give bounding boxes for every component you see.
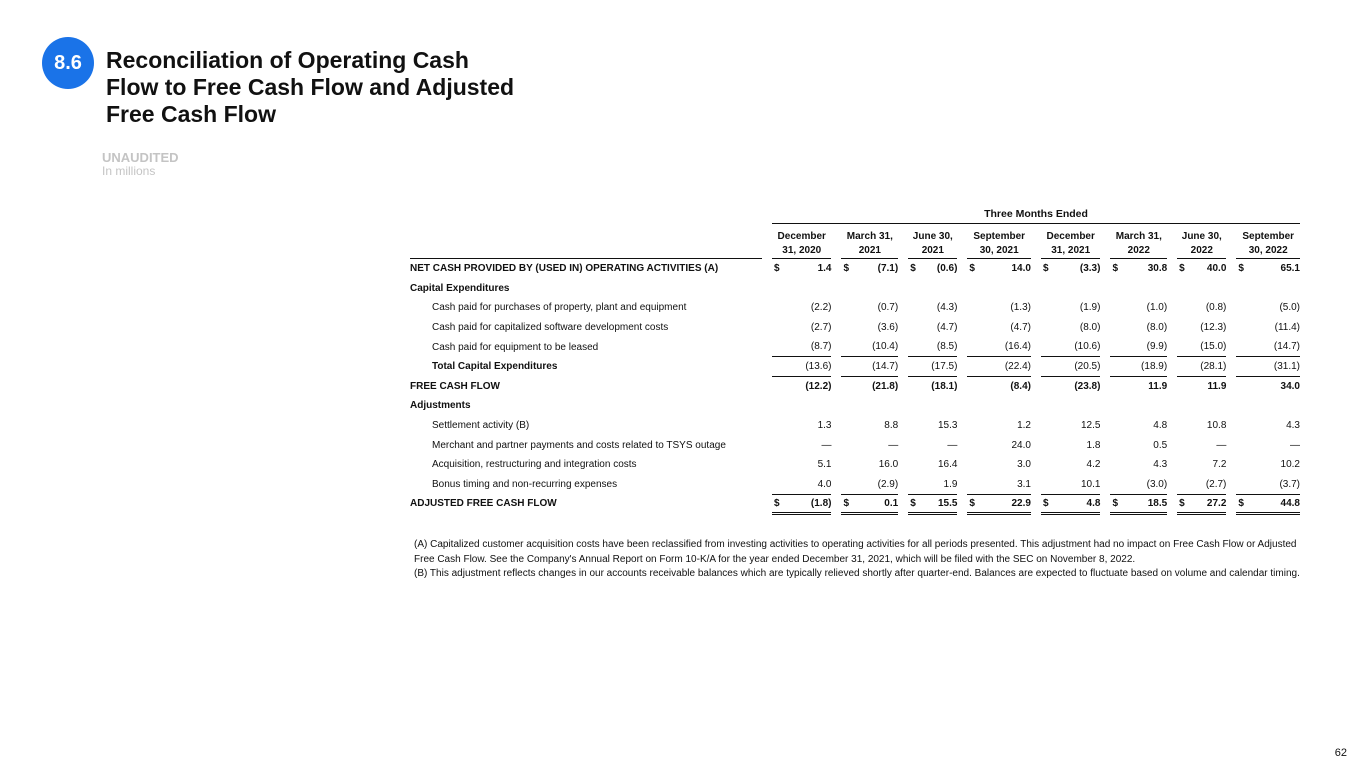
value-cell — [1110, 475, 1167, 495]
column-header — [1236, 224, 1300, 259]
row-label: NET CASH PROVIDED BY (USED IN) OPERATING ACTIVITIES (A) — [410, 263, 719, 275]
cell-value: 3.0 — [1017, 459, 1031, 471]
value-cell — [1110, 298, 1167, 318]
cell-value: (7.1) — [877, 263, 899, 275]
value-cell — [1110, 396, 1167, 416]
cell-value: 1.9 — [943, 478, 958, 490]
column-header-line: 31, 2020 — [782, 245, 822, 256]
value-cell — [772, 416, 831, 436]
cell-value: (0.6) — [936, 263, 958, 275]
value-cell — [1110, 318, 1167, 338]
table-row — [410, 318, 1300, 338]
cell-value: 7.2 — [1212, 459, 1227, 471]
cell-value: (14.7) — [872, 361, 899, 373]
column-header-line: September — [973, 231, 1026, 242]
row-label: ADJUSTED FREE CASH FLOW — [410, 498, 557, 510]
value-cell — [841, 298, 898, 318]
currency-symbol: $ — [843, 497, 850, 509]
value-cell — [1236, 298, 1300, 318]
column-header-line: March 31, — [846, 231, 893, 242]
cell-value: 0.1 — [884, 497, 899, 509]
cell-value: (18.9) — [1141, 361, 1168, 373]
cell-value: (15.0) — [1200, 341, 1227, 353]
value-cell — [908, 259, 957, 279]
table-group-header-row — [410, 205, 1300, 224]
cell-value: — — [947, 439, 958, 451]
value-cell — [1236, 455, 1300, 475]
row-label: Capital Expenditures — [410, 282, 510, 294]
value-cell — [1041, 298, 1100, 318]
table-row — [410, 357, 1300, 377]
value-cell — [908, 396, 957, 416]
value-cell — [1236, 357, 1300, 377]
currency-symbol: $ — [969, 263, 975, 275]
footnotes — [414, 538, 1314, 582]
column-header-line: June 30, — [1181, 231, 1222, 242]
value-cell — [1041, 455, 1100, 475]
row-label: FREE CASH FLOW — [410, 380, 500, 392]
value-cell — [1041, 357, 1100, 377]
column-header — [1041, 224, 1100, 259]
currency-symbol: $ — [969, 497, 975, 509]
cell-value: 4.8 — [1153, 420, 1168, 432]
value-cell — [1041, 377, 1100, 397]
cell-value: (3.3) — [1079, 263, 1101, 275]
cell-value: (17.5) — [931, 361, 958, 373]
row-label: Settlement activity (B) — [432, 420, 530, 432]
value-cell — [1236, 318, 1300, 338]
cell-value: 11.9 — [1207, 381, 1227, 393]
cell-value: 4.2 — [1086, 459, 1101, 471]
cell-value: (28.1) — [1200, 361, 1227, 373]
cell-value: 1.8 — [1086, 439, 1101, 451]
value-cell — [772, 318, 831, 338]
column-header-line: 30, 2022 — [1248, 245, 1288, 256]
value-cell — [1177, 475, 1226, 495]
cell-value: (1.3) — [1010, 302, 1031, 314]
value-cell — [772, 357, 831, 377]
cell-value: (4.3) — [936, 302, 958, 314]
value-cell — [841, 357, 898, 377]
currency-symbol: $ — [1112, 263, 1118, 275]
cell-value: 14.0 — [1011, 263, 1031, 275]
column-header-line: December — [777, 231, 826, 242]
value-cell — [967, 318, 1031, 338]
cell-value: (1.8) — [810, 497, 832, 509]
currency-symbol: $ — [1112, 497, 1118, 509]
value-cell — [841, 455, 898, 475]
table-row — [410, 298, 1300, 318]
cell-value: 1.2 — [1017, 420, 1031, 432]
value-cell — [1110, 377, 1167, 397]
value-cell — [772, 337, 831, 357]
cell-value: (3.0) — [1146, 478, 1168, 490]
cell-value: (18.1) — [931, 381, 958, 393]
value-cell — [1236, 377, 1300, 397]
cell-value: 44.8 — [1280, 497, 1300, 509]
column-header-line: 2021 — [921, 245, 944, 256]
column-header-line: 2021 — [858, 245, 881, 256]
value-cell — [967, 455, 1031, 475]
cell-value: (22.4) — [1004, 361, 1031, 373]
cell-value: 34.0 — [1280, 381, 1300, 393]
cell-value: (11.4) — [1274, 322, 1300, 334]
currency-symbol: $ — [843, 263, 850, 275]
value-cell — [1177, 279, 1226, 299]
value-cell — [967, 475, 1031, 495]
group-header: Three Months Ended — [772, 205, 1300, 224]
cell-value: 3.1 — [1017, 478, 1031, 490]
value-cell — [908, 494, 957, 514]
page-number: 62 — [1334, 747, 1347, 759]
value-cell — [841, 396, 898, 416]
row-label: Cash paid for capitalized software development costs — [432, 322, 669, 334]
cell-value: 10.2 — [1280, 459, 1300, 471]
cell-value: (20.5) — [1074, 361, 1101, 373]
cell-value: — — [821, 439, 832, 451]
cell-value: (4.7) — [1010, 322, 1031, 334]
value-cell — [841, 279, 898, 299]
value-cell — [1236, 475, 1300, 495]
value-cell — [967, 298, 1031, 318]
value-cell — [841, 435, 898, 455]
value-cell — [908, 475, 957, 495]
value-cell — [967, 396, 1031, 416]
value-cell — [772, 377, 831, 397]
cell-value: (4.7) — [936, 322, 958, 334]
value-cell — [1177, 337, 1226, 357]
value-cell — [1041, 396, 1100, 416]
table-row — [410, 337, 1300, 357]
cell-value: (16.4) — [1004, 341, 1031, 353]
cell-value: — — [1290, 439, 1300, 451]
cell-value: 12.5 — [1080, 420, 1101, 432]
cell-value: (1.9) — [1079, 302, 1101, 314]
table-row — [410, 279, 1300, 299]
value-cell — [841, 475, 898, 495]
value-cell — [1177, 357, 1226, 377]
table-row — [410, 377, 1300, 397]
column-header — [908, 224, 957, 259]
value-cell — [1110, 494, 1167, 514]
value-cell — [908, 337, 957, 357]
cell-value: 24.0 — [1011, 439, 1031, 451]
column-header-line: 31, 2021 — [1051, 245, 1091, 256]
value-cell — [967, 377, 1031, 397]
cell-value: (10.4) — [872, 341, 899, 353]
column-header-line: June 30, — [912, 231, 953, 242]
value-cell — [772, 396, 831, 416]
value-cell — [1041, 318, 1100, 338]
cell-value: — — [1216, 439, 1227, 451]
column-header-line: March 31, — [1115, 231, 1162, 242]
row-label: Bonus timing and non-recurring expenses — [432, 478, 618, 490]
value-cell — [841, 377, 898, 397]
cell-value: (2.9) — [877, 478, 899, 490]
cell-value: (12.3) — [1200, 322, 1227, 334]
value-cell — [908, 455, 957, 475]
column-header — [772, 224, 831, 259]
value-cell — [841, 259, 898, 279]
table-row — [410, 455, 1300, 475]
value-cell — [1110, 259, 1167, 279]
cell-value: 1.4 — [817, 263, 832, 275]
footnote-a: (A) Capitalized customer acquisition costs have been reclassified from investing activities to operating activities for all periods presented. This adjustment had no impact on Free Cash Flow or Adjusted Free Cash Flow. See the Company's Annual Report on Form 10-K/A for the year ended December 31, 2021, which will be filed with the SEC on November 8, 2022. — [414, 539, 1297, 565]
cell-value: 11.9 — [1148, 381, 1168, 393]
value-cell — [1236, 416, 1300, 436]
cell-value: (10.6) — [1074, 341, 1101, 353]
table-row — [410, 259, 1300, 279]
value-cell — [1110, 279, 1167, 299]
cell-value: 16.0 — [878, 459, 899, 471]
value-cell — [1041, 259, 1100, 279]
currency-symbol: $ — [910, 497, 916, 509]
section-number: 8.6 — [54, 51, 82, 74]
cell-value: 4.3 — [1153, 459, 1168, 471]
cell-value: 27.2 — [1206, 497, 1227, 509]
value-cell — [1110, 435, 1167, 455]
column-header-line: September — [1242, 231, 1295, 242]
cell-value: (5.0) — [1279, 302, 1300, 314]
value-cell — [772, 494, 831, 514]
cell-value: (9.9) — [1146, 341, 1168, 353]
value-cell — [967, 337, 1031, 357]
value-cell — [908, 318, 957, 338]
cell-value: (12.2) — [805, 381, 832, 393]
cell-value: 10.1 — [1080, 478, 1101, 490]
column-header — [967, 224, 1031, 259]
currency-symbol: $ — [1042, 497, 1049, 509]
page-title: Reconciliation of Operating Cash Flow to Free Cash Flow and Adjusted Free Cash Flow — [106, 47, 515, 127]
row-label: Adjustments — [410, 400, 471, 412]
value-cell — [908, 298, 957, 318]
footnote-b: (B) This adjustment reflects changes in our accounts receivable balances which are typically relieved shortly after quarter-end. Balances are expected to fluctuate based on volume and calendar timing. — [414, 568, 1300, 579]
table-row — [410, 494, 1300, 514]
value-cell — [967, 279, 1031, 299]
column-header — [1110, 224, 1167, 259]
cell-value: 4.3 — [1286, 420, 1300, 432]
value-cell — [1041, 279, 1100, 299]
value-cell — [1236, 337, 1300, 357]
currency-symbol: $ — [774, 497, 780, 509]
row-label: Total Capital Expenditures — [432, 361, 558, 373]
value-cell — [1177, 435, 1226, 455]
cell-value: (13.6) — [805, 361, 832, 373]
value-cell — [1236, 494, 1300, 514]
currency-symbol: $ — [774, 263, 780, 275]
value-cell — [1041, 416, 1100, 436]
cell-value: 22.9 — [1011, 497, 1031, 509]
cell-value: 4.8 — [1086, 497, 1101, 509]
currency-symbol: $ — [1179, 497, 1185, 509]
value-cell — [1110, 357, 1167, 377]
cell-value: 8.8 — [884, 420, 899, 432]
value-cell — [841, 318, 898, 338]
column-header — [1177, 224, 1226, 259]
cell-value: (0.7) — [877, 302, 899, 314]
row-label: Cash paid for purchases of property, plant and equipment — [432, 302, 687, 314]
cell-value: 18.5 — [1147, 497, 1168, 509]
cell-value: (8.7) — [810, 341, 832, 353]
cell-value: (3.6) — [877, 322, 899, 334]
value-cell — [1177, 298, 1226, 318]
currency-symbol: $ — [1238, 497, 1244, 509]
value-cell — [1236, 259, 1300, 279]
value-cell — [772, 475, 831, 495]
value-cell — [908, 377, 957, 397]
cell-value: 15.3 — [937, 420, 958, 432]
cell-value: (0.8) — [1205, 302, 1227, 314]
cell-value: (21.8) — [872, 381, 899, 393]
cell-value: (2.7) — [1205, 478, 1227, 490]
value-cell — [1177, 455, 1226, 475]
value-cell — [908, 357, 957, 377]
value-cell — [967, 435, 1031, 455]
value-cell — [908, 416, 957, 436]
cell-value: (23.8) — [1074, 381, 1101, 393]
value-cell — [1177, 377, 1226, 397]
cell-value: (1.0) — [1146, 302, 1168, 314]
table-row — [410, 435, 1300, 455]
cell-value: (8.5) — [936, 341, 958, 353]
table-row — [410, 416, 1300, 436]
value-cell — [967, 259, 1031, 279]
column-header-line: 2022 — [1127, 245, 1150, 256]
value-cell — [1041, 337, 1100, 357]
table-row — [410, 475, 1300, 495]
currency-symbol: $ — [910, 263, 916, 275]
currency-symbol: $ — [1238, 263, 1244, 275]
value-cell — [967, 357, 1031, 377]
cell-value: (8.0) — [1146, 322, 1168, 334]
cell-value: (2.2) — [810, 302, 832, 314]
value-cell — [967, 494, 1031, 514]
value-cell — [772, 259, 831, 279]
table-row — [410, 396, 1300, 416]
cell-value: 5.1 — [817, 459, 832, 471]
value-cell — [772, 298, 831, 318]
value-cell — [1041, 435, 1100, 455]
column-header-line: 30, 2021 — [979, 245, 1019, 256]
value-cell — [1110, 337, 1167, 357]
cell-value: (2.7) — [810, 322, 832, 334]
cell-value: 40.0 — [1206, 263, 1227, 275]
value-cell — [908, 279, 957, 299]
value-cell — [1177, 318, 1226, 338]
value-cell — [1110, 416, 1167, 436]
cell-value: (31.1) — [1273, 361, 1300, 373]
value-cell — [1236, 279, 1300, 299]
column-header — [841, 224, 898, 259]
cell-value: (8.0) — [1079, 322, 1101, 334]
value-cell — [1110, 455, 1167, 475]
value-cell — [841, 416, 898, 436]
table-body — [410, 259, 1300, 514]
value-cell — [1041, 494, 1100, 514]
value-cell — [1236, 396, 1300, 416]
value-cell — [1177, 259, 1226, 279]
value-cell — [1236, 435, 1300, 455]
value-cell — [1177, 416, 1226, 436]
value-cell — [908, 435, 957, 455]
value-cell — [841, 337, 898, 357]
column-header-line: December — [1046, 231, 1095, 242]
cell-value: (8.4) — [1010, 381, 1031, 393]
value-cell — [772, 455, 831, 475]
cell-value: 0.5 — [1153, 439, 1168, 451]
value-cell — [1177, 494, 1226, 514]
value-cell — [772, 279, 831, 299]
table-column-header-row — [410, 224, 1300, 259]
cell-value: 10.8 — [1206, 420, 1227, 432]
currency-symbol: $ — [1042, 263, 1049, 275]
value-cell — [841, 494, 898, 514]
cell-value: 4.0 — [817, 478, 832, 490]
value-cell — [1177, 396, 1226, 416]
value-cell — [772, 435, 831, 455]
cell-value: 16.4 — [937, 459, 958, 471]
row-label: Merchant and partner payments and costs related to TSYS outage — [432, 439, 726, 451]
cell-value: 1.3 — [817, 420, 832, 432]
value-cell — [967, 416, 1031, 436]
cell-value: (3.7) — [1279, 478, 1300, 490]
row-label: Acquisition, restructuring and integration costs — [432, 459, 637, 471]
cell-value: 30.8 — [1147, 263, 1168, 275]
currency-symbol: $ — [1179, 263, 1185, 275]
row-label: Cash paid for equipment to be leased — [432, 341, 599, 353]
reconciliation-table — [410, 205, 1300, 515]
value-cell — [1041, 475, 1100, 495]
column-header-line: 2022 — [1190, 245, 1213, 256]
cell-value: — — [888, 439, 899, 451]
cell-value: 65.1 — [1280, 263, 1300, 275]
units-label: In millions — [102, 164, 156, 178]
section-number-badge — [42, 37, 94, 89]
cell-value: 15.5 — [937, 497, 958, 509]
unaudited-label: UNAUDITED — [102, 150, 179, 165]
cell-value: (14.7) — [1273, 341, 1300, 353]
